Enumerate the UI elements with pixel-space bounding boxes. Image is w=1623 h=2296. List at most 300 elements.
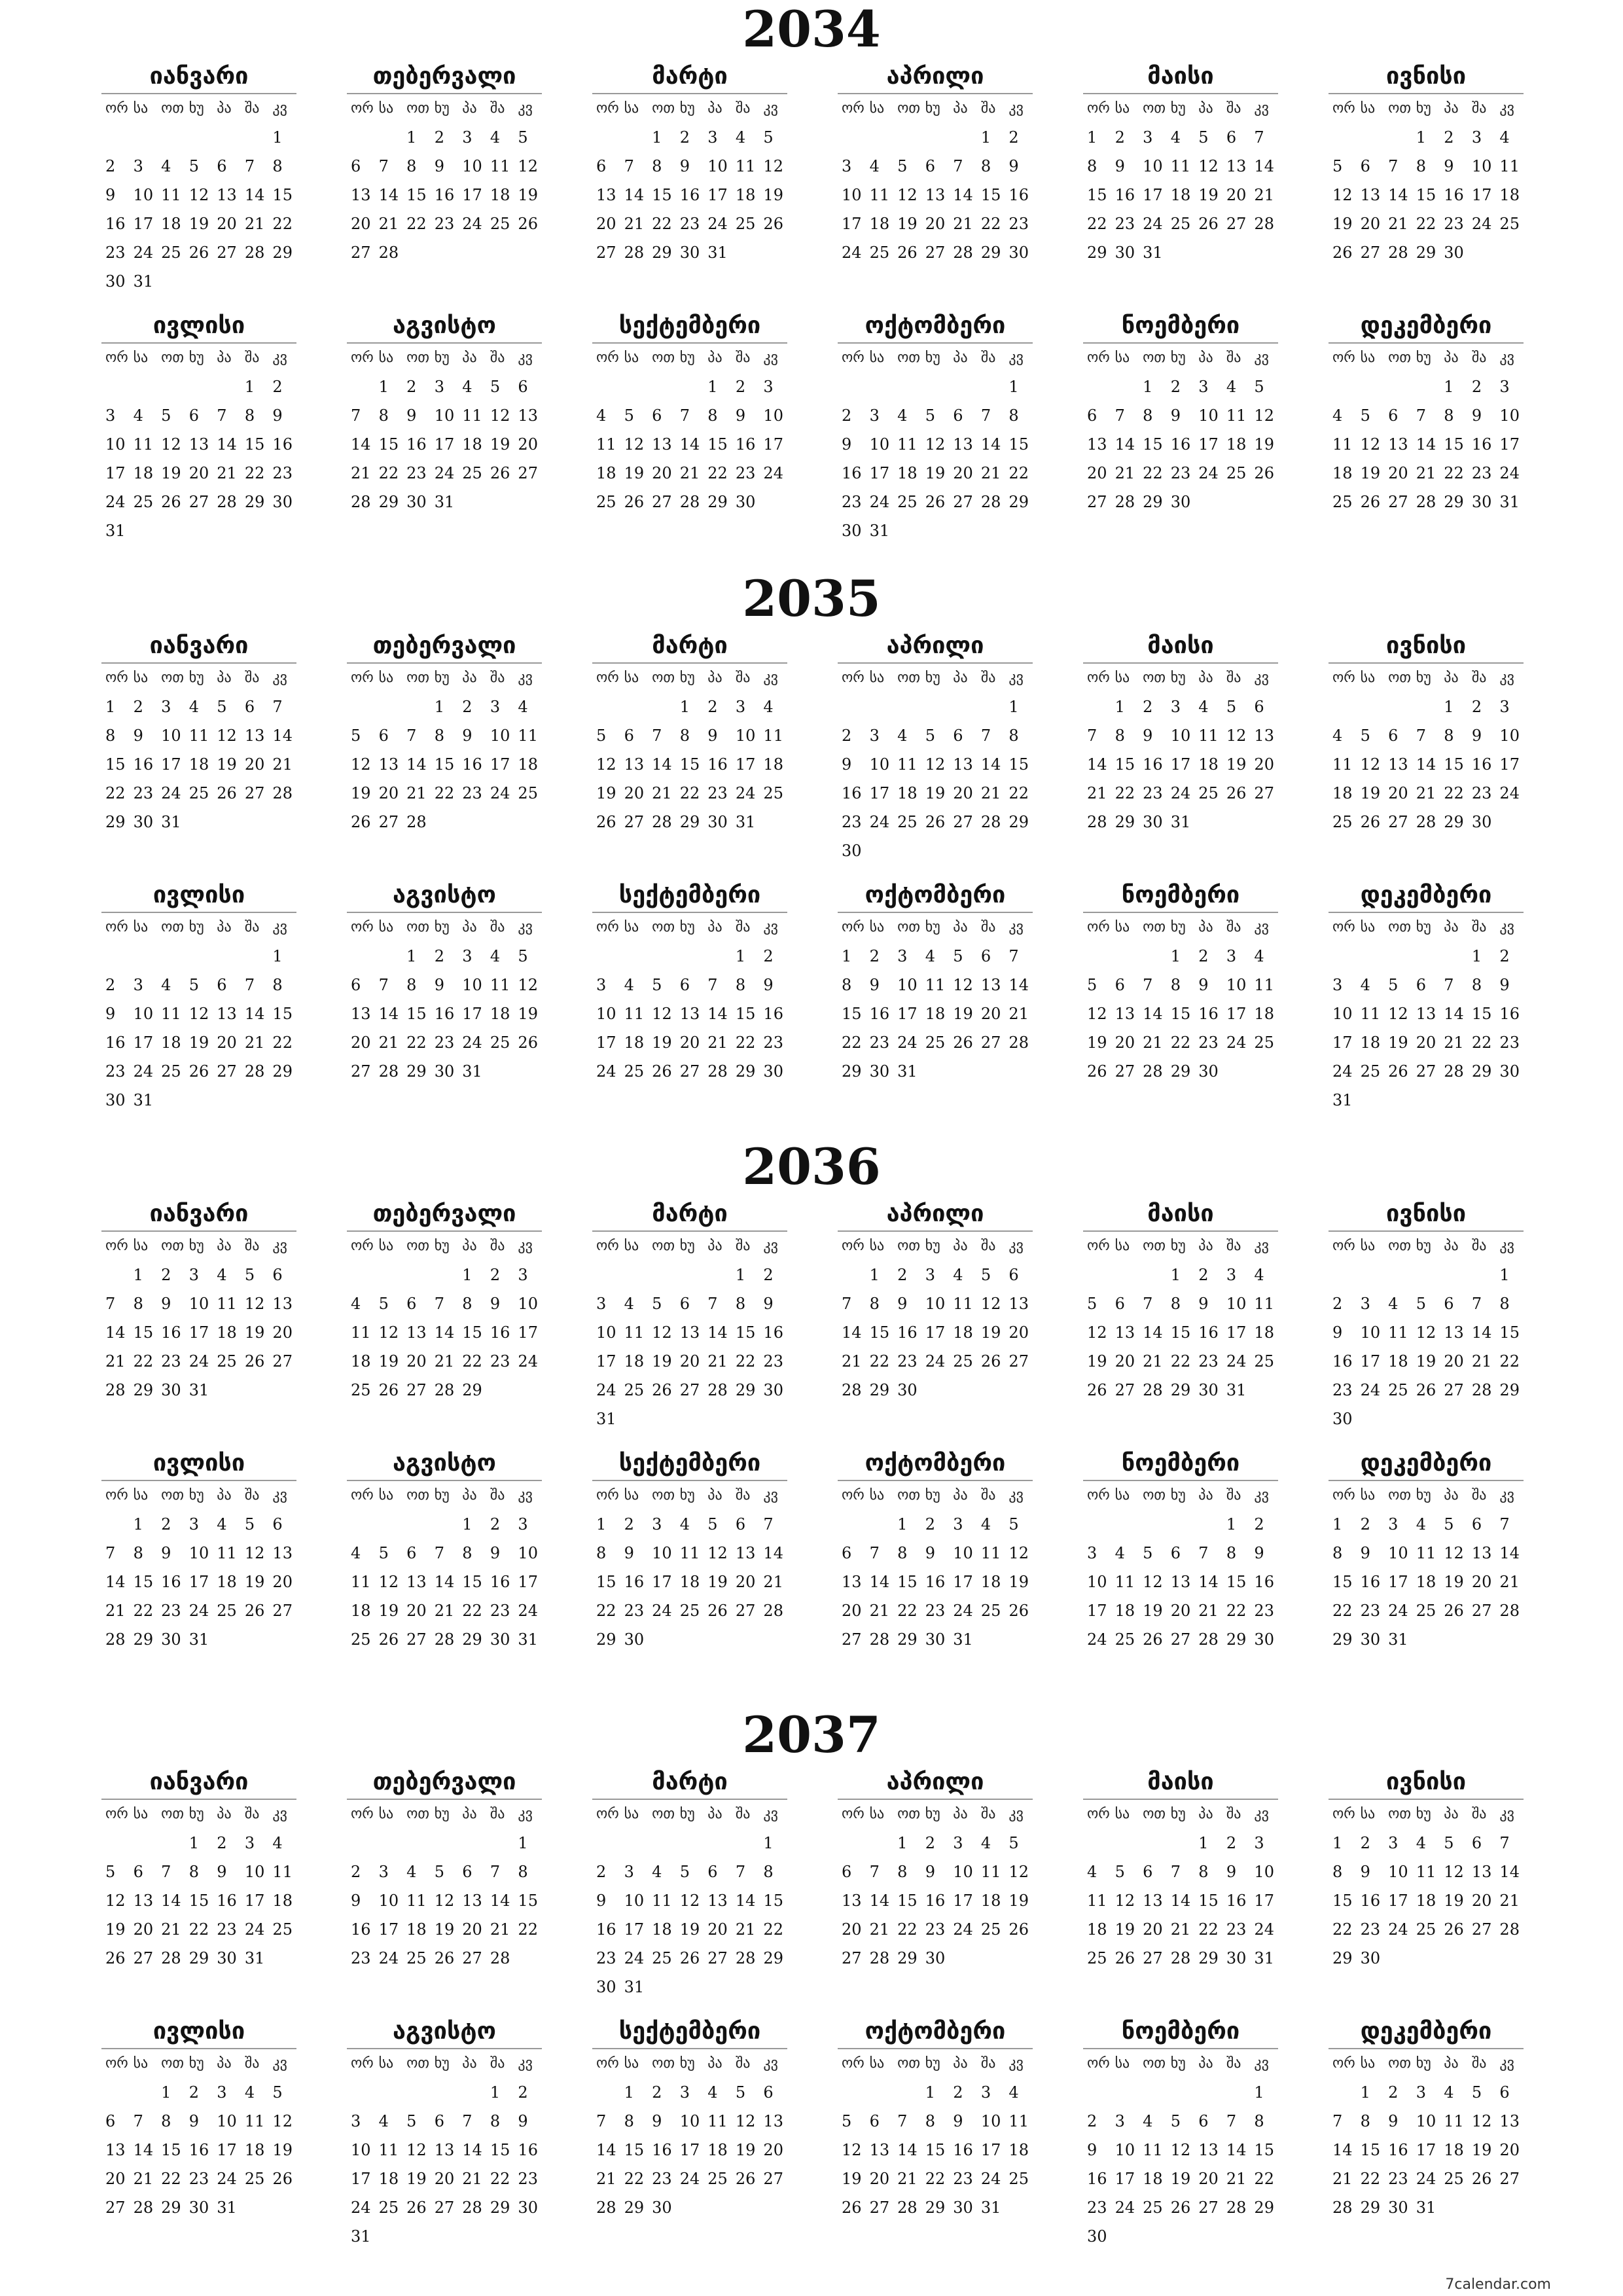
day-cell: 2 [1254,1515,1264,1534]
weekday-header: ორ [1329,1799,1357,1829]
day-cell: 13 [652,435,672,454]
month-11 [1083,310,1278,516]
day-cell: 2 [596,1863,607,1881]
day-cell: 31 [869,522,890,540]
day-cell: 28 [980,813,1001,831]
day-cell: 1 [897,1834,908,1852]
day-cell: 24 [1254,1920,1274,1939]
weekday-header: ოთ [1139,342,1167,372]
weekday-header: ხუ [431,1230,459,1261]
weekday-header: კვ [268,93,296,123]
day-cell: 5 [518,947,528,965]
weekday-header: კვ [759,1230,787,1261]
day-cell: 25 [1087,1949,1107,1967]
day-cell: 28 [1471,1381,1492,1399]
day-cell: 19 [1143,1602,1163,1620]
day-cell: 19 [188,1033,209,1052]
day-cell: 1 [1143,378,1153,396]
day-cell: 13 [869,2141,890,2159]
empty-cell [1329,123,1357,152]
day-cell: 17 [652,1573,672,1591]
weekday-header: შა [1468,912,1496,942]
day-cell: 14 [869,1573,890,1591]
day-cell: 6 [406,1295,417,1313]
month-name: მარტი [652,63,728,90]
weekday-header: კვ [1495,912,1524,942]
weekday-header: ხუ [1167,342,1195,372]
day-cell: 30 [1226,1949,1247,1967]
empty-cell [375,1829,403,1857]
month-4 [838,1198,1033,1405]
day-cell: 13 [406,1573,427,1591]
day-cell: 10 [1360,1323,1381,1342]
day-cell: 1 [1332,1834,1343,1852]
day-cell: 31 [1388,1630,1408,1649]
month-name: დეკემბერი [1360,312,1492,339]
day-cell: 17 [925,1323,946,1342]
empty-cell [347,2078,375,2107]
day-cell: 18 [1254,1323,1274,1342]
day-cell: 24 [953,1920,973,1939]
day-cell: 1 [842,947,852,965]
day-cell: 10 [897,976,918,994]
day-cell: 17 [244,1892,265,1910]
day-cell: 21 [217,464,237,482]
day-cell: 10 [105,435,126,454]
empty-cell [1083,692,1111,721]
month-name: აგვისტო [393,882,496,908]
day-cell: 2 [624,1515,634,1534]
day-cell: 28 [434,1630,455,1649]
day-cell: 28 [133,2198,154,2217]
day-cell: 14 [679,435,700,454]
day-cell: 25 [1416,1602,1436,1620]
day-cell: 9 [1198,1295,1209,1313]
month-grid [592,1480,787,1654]
day-cell: 15 [133,1323,154,1342]
day-cell: 13 [406,1323,427,1342]
weekday-header: ოთ [648,1230,676,1261]
empty-cell [157,372,185,401]
day-cell: 30 [1444,243,1464,262]
day-cell: 13 [1226,157,1247,175]
day-cell: 9 [652,2112,662,2130]
weekday-header: სა [866,1480,894,1510]
day-cell: 3 [133,157,143,175]
month-grid [592,1230,787,1433]
day-cell: 20 [679,1033,700,1052]
day-cell: 16 [1360,1892,1381,1910]
day-cell: 11 [351,1323,371,1342]
day-cell: 7 [244,157,255,175]
weekday-header: ხუ [1412,912,1440,942]
day-cell: 24 [869,493,890,511]
day-cell: 11 [272,1863,293,1881]
empty-cell [402,1261,431,1289]
day-cell: 18 [1143,2170,1163,2188]
day-cell: 18 [869,215,890,233]
day-cell: 14 [1416,435,1436,454]
day-cell: 3 [707,128,718,147]
day-cell: 2 [763,947,774,965]
day-cell: 19 [679,1920,700,1939]
weekday-header: კვ [1250,662,1278,692]
day-cell: 9 [434,976,444,994]
empty-cell [893,2078,921,2107]
weekday-header: სა [130,912,158,942]
day-cell: 3 [351,2112,361,2130]
empty-cell [347,123,375,152]
month-1 [101,1198,296,1405]
day-cell: 26 [980,1352,1001,1371]
day-cell: 7 [953,157,963,175]
day-cell: 16 [1254,1573,1274,1591]
day-cell: 13 [1388,435,1408,454]
weekday-header: ოთ [1384,93,1412,123]
day-cell: 6 [133,1863,143,1881]
day-cell: 29 [707,493,728,511]
day-cell: 3 [490,698,501,716]
day-cell: 17 [518,1323,538,1342]
day-cell: 23 [869,1033,890,1052]
day-cell: 11 [652,1892,672,1910]
day-cell: 7 [707,976,718,994]
weekday-header: ოთ [1139,912,1167,942]
weekday-header: ორ [838,662,866,692]
day-cell: 21 [1143,1033,1163,1052]
empty-cell [592,2078,620,2107]
empty-cell [375,1261,403,1289]
day-cell: 10 [1499,406,1520,425]
weekday-header: ორ [347,93,375,123]
weekday-header: სა [130,1480,158,1510]
day-cell: 3 [1226,947,1237,965]
day-cell: 3 [518,1515,528,1534]
weekday-header: სა [620,1799,649,1829]
day-cell: 21 [434,1352,455,1371]
weekday-header: სა [1111,342,1139,372]
day-cell: 15 [406,1005,427,1023]
day-cell: 18 [1115,1602,1135,1620]
day-cell: 30 [133,813,154,831]
weekday-header: ხუ [185,342,213,372]
month-grid [592,93,787,267]
day-cell: 27 [763,2170,783,2188]
month-name: აპრილი [886,632,984,659]
weekday-header: ოთ [648,912,676,942]
empty-cell [458,1829,486,1857]
day-cell: 29 [897,1630,918,1649]
month-8 [347,2015,542,2251]
day-cell: 25 [1115,1630,1135,1649]
day-cell: 26 [1087,1381,1107,1399]
day-cell: 14 [1087,755,1107,774]
month-11 [1083,2015,1278,2251]
day-cell: 2 [842,726,852,745]
day-cell: 18 [188,755,209,774]
day-cell: 12 [897,186,918,204]
day-cell: 12 [1360,755,1381,774]
day-cell: 3 [188,1515,199,1534]
day-cell: 27 [378,813,399,831]
day-cell: 10 [518,1544,538,1562]
day-cell: 6 [518,378,528,396]
empty-cell [375,942,403,971]
day-cell: 16 [1198,1323,1219,1342]
day-cell: 24 [105,493,126,511]
weekday-header: კვ [268,1230,296,1261]
day-cell: 30 [217,1949,237,1967]
day-cell: 20 [1388,464,1408,482]
day-cell: 25 [1254,1033,1274,1052]
day-cell: 4 [1499,128,1510,147]
day-cell: 31 [518,1630,538,1649]
day-cell: 2 [1170,378,1181,396]
day-cell: 12 [652,1005,672,1023]
day-cell: 4 [624,976,634,994]
empty-cell [620,372,649,401]
day-cell: 13 [842,1573,862,1591]
weekday-header: სა [1111,1480,1139,1510]
day-cell: 1 [1115,698,1125,716]
weekday-header: ორ [838,342,866,372]
empty-cell [838,372,866,401]
day-cell: 3 [652,1515,662,1534]
day-cell: 12 [105,1892,126,1910]
weekday-header: ორ [838,1480,866,1510]
day-cell: 2 [1471,378,1482,396]
day-cell: 6 [763,2083,774,2102]
weekday-header: სა [130,93,158,123]
day-cell: 2 [953,2083,963,2102]
day-cell: 27 [679,1381,700,1399]
day-cell: 26 [188,1062,209,1081]
weekday-header: პა [213,662,241,692]
weekday-header: ხუ [1167,662,1195,692]
day-cell: 22 [105,784,126,802]
day-cell: 4 [1416,1834,1426,1852]
weekday-header: ოთ [893,912,921,942]
day-cell: 25 [161,243,181,262]
day-cell: 8 [1115,726,1125,745]
day-cell: 7 [217,406,227,425]
day-cell: 23 [1170,464,1191,482]
day-cell: 9 [1087,2141,1097,2159]
day-cell: 22 [1444,464,1464,482]
day-cell: 20 [518,435,538,454]
empty-cell [402,1510,431,1539]
day-cell: 7 [1388,157,1399,175]
month-name: სექტემბერი [618,1450,761,1477]
day-cell: 29 [735,1062,756,1081]
day-cell: 25 [518,784,538,802]
day-cell: 21 [763,1573,783,1591]
day-cell: 17 [897,1005,918,1023]
day-cell: 26 [518,1033,538,1052]
empty-cell [375,1510,403,1539]
day-cell: 18 [1360,1033,1381,1052]
weekday-header: სა [866,93,894,123]
weekday-header: ოთ [402,1799,431,1829]
weekday-header: ორ [1083,93,1111,123]
day-cell: 7 [1226,2112,1237,2130]
day-cell: 16 [434,1005,455,1023]
day-cell: 3 [953,1834,963,1852]
empty-cell [1412,372,1440,401]
weekday-header: ხუ [1167,912,1195,942]
day-cell: 12 [378,1323,399,1342]
day-cell: 12 [217,726,237,745]
day-cell: 10 [161,726,181,745]
month-11 [1083,879,1278,1086]
weekday-header: კვ [268,1480,296,1510]
day-cell: 20 [378,784,399,802]
month-6 [1329,60,1524,267]
day-cell: 3 [1143,128,1153,147]
day-cell: 14 [378,1005,399,1023]
weekday-header: ორ [592,1480,620,1510]
day-cell: 11 [378,2141,399,2159]
day-cell: 24 [490,784,510,802]
weekday-header: პა [458,912,486,942]
day-cell: 18 [735,186,756,204]
day-cell: 14 [133,2141,154,2159]
day-cell: 4 [1360,976,1370,994]
weekday-header: სა [375,1480,403,1510]
empty-cell [101,1510,130,1539]
day-cell: 1 [462,1515,473,1534]
weekday-header: სა [1357,1799,1385,1829]
day-cell: 28 [272,784,293,802]
weekday-header: ხუ [676,342,704,372]
day-cell: 11 [980,1863,1001,1881]
day-cell: 19 [378,1602,399,1620]
weekday-header: ორ [592,2048,620,2078]
day-cell: 11 [1332,755,1353,774]
day-cell: 11 [763,726,783,745]
day-cell: 25 [897,813,918,831]
day-cell: 9 [462,726,473,745]
day-cell: 23 [763,1033,783,1052]
day-cell: 13 [763,2112,783,2130]
empty-cell [620,942,649,971]
day-cell: 6 [462,1863,473,1881]
day-cell: 4 [161,976,171,994]
month-grid [838,93,1033,267]
weekday-header: ორ [592,1799,620,1829]
day-cell: 1 [188,1834,199,1852]
day-cell: 25 [980,1602,1001,1620]
day-cell: 5 [1360,726,1370,745]
empty-cell [1167,2078,1195,2107]
day-cell: 15 [1360,2141,1381,2159]
day-cell: 5 [244,1515,255,1534]
weekday-header: სა [1111,1230,1139,1261]
day-cell: 19 [1170,2170,1191,2188]
day-cell: 22 [188,1920,209,1939]
day-cell: 27 [272,1602,293,1620]
day-cell: 13 [244,726,265,745]
day-cell: 16 [953,2141,973,2159]
month-name: თებერვალი [372,63,516,90]
day-cell: 6 [272,1515,283,1534]
day-cell: 28 [1143,1381,1163,1399]
day-cell: 19 [925,784,946,802]
empty-cell [893,372,921,401]
month-name: ნოემბერი [1121,882,1240,908]
day-cell: 16 [1087,2170,1107,2188]
day-cell: 5 [1444,1834,1454,1852]
empty-cell [1329,942,1357,971]
day-cell: 8 [462,1295,473,1313]
day-cell: 18 [925,1005,946,1023]
day-cell: 7 [434,1544,444,1562]
day-cell: 10 [1471,157,1492,175]
day-cell: 20 [1008,1323,1029,1342]
day-cell: 29 [1444,813,1464,831]
weekday-header: ხუ [1412,662,1440,692]
day-cell: 19 [1226,755,1247,774]
day-cell: 19 [188,215,209,233]
day-cell: 26 [244,1352,265,1371]
day-cell: 7 [869,1863,880,1881]
day-cell: 26 [1360,493,1381,511]
day-cell: 1 [980,128,991,147]
day-cell: 9 [434,157,444,175]
weekday-header: ოთ [648,662,676,692]
empty-cell [185,942,213,971]
weekday-header: კვ [1495,1480,1524,1510]
day-cell: 22 [462,1352,482,1371]
day-cell: 1 [869,1266,880,1284]
day-cell: 20 [869,2170,890,2188]
day-cell: 24 [1332,1062,1353,1081]
day-cell: 16 [1143,755,1163,774]
day-cell: 26 [1388,1062,1408,1081]
day-cell: 14 [869,1892,890,1910]
empty-cell [130,2078,158,2107]
weekday-header: ოთ [1384,1230,1412,1261]
month-name: აგვისტო [393,2018,496,2045]
month-2 [347,1198,542,1405]
day-cell: 12 [596,755,616,774]
day-cell: 22 [897,1920,918,1939]
day-cell: 30 [1499,1062,1520,1081]
month-grid [592,662,787,836]
day-cell: 10 [980,2112,1001,2130]
day-cell: 22 [1008,784,1029,802]
day-cell: 10 [462,976,482,994]
day-cell: 20 [679,1352,700,1371]
weekday-header: შა [977,912,1005,942]
day-cell: 24 [462,215,482,233]
day-cell: 23 [217,1920,237,1939]
weekday-header: ოთ [157,93,185,123]
day-cell: 17 [1332,1033,1353,1052]
day-cell: 13 [462,1892,482,1910]
day-cell: 10 [652,1544,672,1562]
day-cell: 16 [763,1005,783,1023]
day-cell: 21 [161,1920,181,1939]
day-cell: 5 [434,1863,444,1881]
day-cell: 14 [596,2141,616,2159]
empty-cell [458,2078,486,2107]
month-4 [838,60,1033,267]
day-cell: 11 [953,1295,973,1313]
day-cell: 7 [897,2112,908,2130]
day-cell: 12 [1087,1005,1107,1023]
weekday-header: ოთ [157,1799,185,1829]
